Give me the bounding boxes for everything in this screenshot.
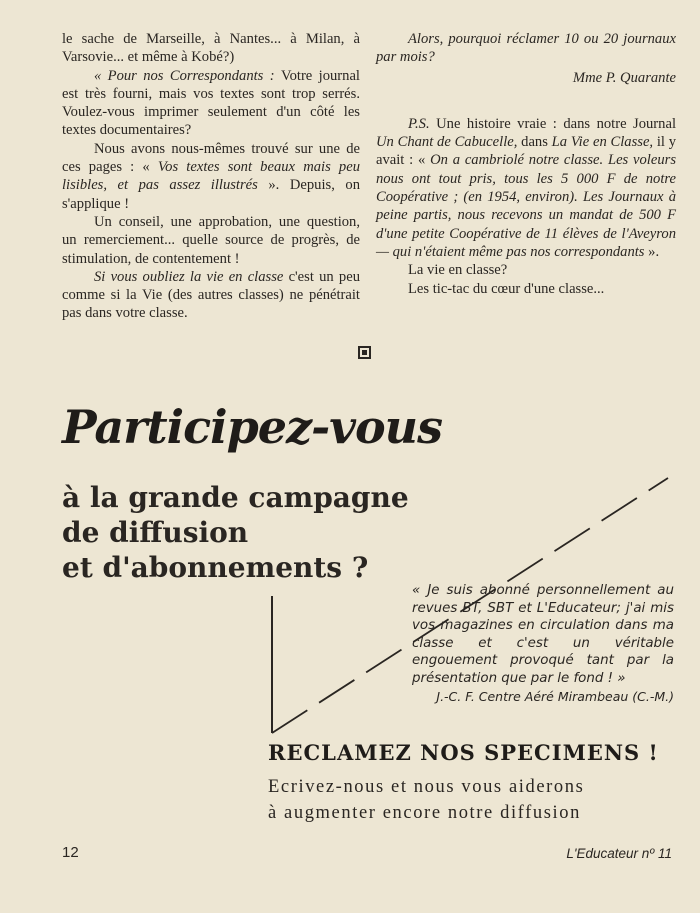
signature: Mme P. Quarante [572, 69, 676, 86]
question-text: Alors, pourquoi réclamer 10 ou 20 journaux par mois? [376, 31, 676, 66]
ps-journal-title-2: La Vie en Classe, [551, 134, 654, 151]
ps-text-b: dans [517, 134, 552, 151]
page-number: 12 [62, 844, 79, 861]
p5-italic: Si vous oubliez la vie en classe [94, 268, 284, 285]
ps-end: ». [644, 243, 660, 260]
cta-line-1: Ecrivez-nous et nous vous aiderons [268, 777, 585, 797]
cta-subtitle [268, 774, 670, 826]
journal-name: L'Educateur nº 11 [566, 846, 672, 861]
correspondants-lead: « Pour nos Correspondants : [94, 67, 281, 84]
testimonial-quote [412, 582, 674, 706]
ad-script-title: Participez-vous [62, 400, 442, 454]
quote-text: « Je suis abonné personnellement au revues BT, SBT et L'Educateur; j'ai mis vos magazines en circulation dans ma classe et c'est un véritable engouement provoqué tant par la présentation que par le fond ! » [412, 583, 674, 686]
ps-journal-title: Un Chant de Cabucelle, [376, 134, 518, 151]
headline-line-2: de diffusion [62, 516, 249, 549]
p3-quote: Vos textes sont beaux mais peu lisibles, et pas assez illustrés [62, 159, 360, 194]
correspondants-text: Votre journal est très fourni, mais vos textes sont trop serrés. Voulez-vous imprimer seulement d'un côté les textes documentaires? [62, 67, 360, 139]
headline-line-3: et d'abonnements ? [62, 551, 369, 584]
left-paragraph-1: le sache de Marseille, à Nantes... à Milan, à Varsovie... et même à Kobé?) [62, 31, 360, 66]
left-paragraph-4: Un conseil, une approbation, une question, un remerciement... quelle source de progrès, de stimulation, de contentement ! [62, 213, 360, 267]
quote-author: J.-C. F. Centre Aéré Mirambeau (C.-M.) [436, 689, 674, 704]
cta-title: RECLAMEZ NOS SPECIMENS ! [268, 740, 659, 765]
ps-text-a: Une histoire vraie : dans notre Journal [429, 115, 676, 132]
ps-text-c: il y avait : « [376, 134, 676, 169]
p3-text-a: Nous avons nous-mêmes trouvé sur une de ces pages : « [62, 140, 360, 176]
right-line-1: La vie en classe? [408, 262, 508, 279]
cta-line-2: à augmenter encore notre diffusion [268, 803, 581, 823]
headline-line-1: à la grande campagne [62, 481, 409, 514]
right-line-2: Les tic-tac du cœur d'une classe... [408, 280, 605, 297]
p3-text-b: ». Depuis, on s'applique ! [62, 177, 360, 212]
ps-label: P.S. [408, 115, 430, 132]
ps-story: On a cambriolé notre classe. Les voleurs nous ont tout pris, tous les 5 000 F de notre Coopérative ; (en 1954, environ). Les Journaux à peine partis, nous recevons un mandat de 500 F d'une petite Coopérative de 11 élèves de l'Aveyron — qui n'étaient même pas nos correspondants [376, 152, 676, 260]
p5-text: c'est un peu comme si la Vie (des autres classes) ne pénétrait pas dans votre classe. [62, 268, 360, 322]
